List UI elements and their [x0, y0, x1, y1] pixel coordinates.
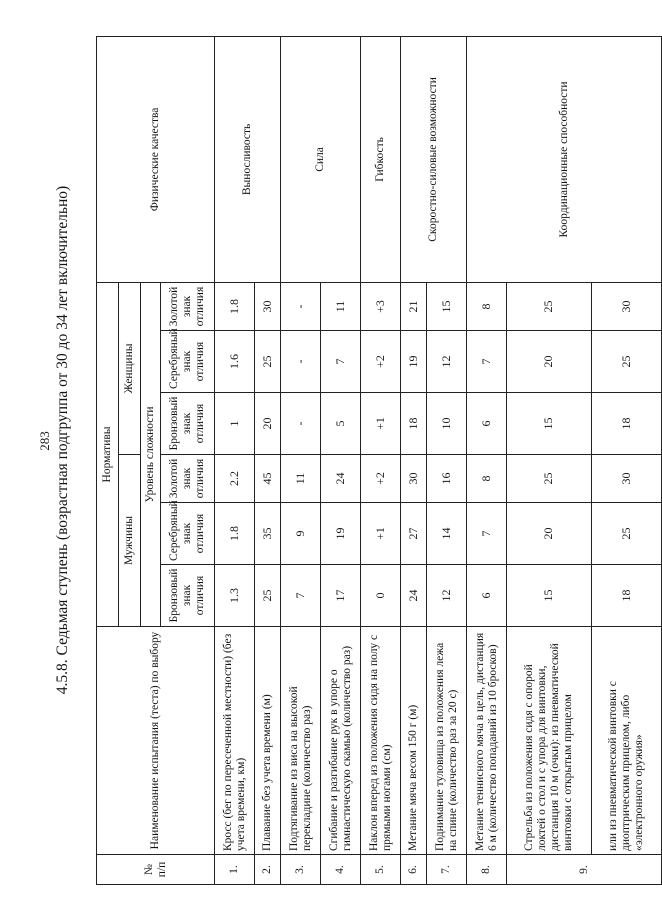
- row-num: 5.: [361, 855, 401, 885]
- norm-value: +3: [361, 282, 401, 330]
- header-num: № п/п: [97, 855, 215, 885]
- header-qualities: Физические качества: [97, 36, 215, 282]
- row-num: 3.: [281, 855, 321, 885]
- norm-value: 18: [592, 565, 662, 627]
- norm-value: 35: [255, 503, 281, 565]
- norm-value: 25: [255, 331, 281, 393]
- row-num: 8.: [467, 855, 507, 885]
- norm-value: 20: [507, 331, 592, 393]
- norm-value: 1.6: [215, 331, 255, 393]
- test-name: Наклон вперед из положения сидя на полу с прямыми ногами (см): [361, 627, 401, 855]
- norm-value: 45: [255, 455, 281, 503]
- section-heading: 4.5.8. Седьмая ступень (возрастная подгруппа от 30 до 34 лет включительно): [54, 185, 71, 695]
- table-row: [281, 36, 321, 884]
- norm-value: 20: [255, 393, 281, 455]
- row-num: 1.: [215, 855, 255, 885]
- row-num: 6.: [401, 855, 427, 885]
- header-women-gold: Золотой знак отличия: [161, 282, 215, 330]
- row-num: 9.: [507, 855, 662, 885]
- table-row: [467, 36, 507, 884]
- header-norms: Нормативы: [97, 282, 119, 626]
- norm-value: 17: [321, 565, 361, 627]
- header-women-bronze: Бронзовый знак отличия: [161, 393, 215, 455]
- norm-value: -: [281, 331, 321, 393]
- norm-value: +1: [361, 393, 401, 455]
- test-name: или из пневматической винтовки с диоптрическим прицелом, либо «электронного оружия»: [592, 627, 662, 855]
- norm-value: 1.8: [215, 503, 255, 565]
- norm-value: 18: [401, 393, 427, 455]
- norm-value: 18: [592, 393, 662, 455]
- norm-value: 5: [321, 393, 361, 455]
- test-name: Плавание без учета времени (м): [255, 627, 281, 855]
- norm-value: 25: [592, 331, 662, 393]
- norms-table-container: [96, 37, 645, 885]
- norm-value: 8: [467, 282, 507, 330]
- test-name: Поднимание туловища из положения лежа на спине (количество раз за 20 с): [427, 627, 467, 855]
- norm-value: 30: [592, 282, 662, 330]
- norm-value: 30: [255, 282, 281, 330]
- norm-value: +1: [361, 503, 401, 565]
- norm-value: 7: [467, 503, 507, 565]
- norm-value: 15: [427, 282, 467, 330]
- norm-value: 19: [401, 331, 427, 393]
- norm-value: 15: [507, 565, 592, 627]
- norm-value: 7: [321, 331, 361, 393]
- test-name: Подтягивание из виса на высокой перекладине (количество раз): [281, 627, 321, 855]
- norm-value: 24: [401, 565, 427, 627]
- norm-value: 20: [507, 503, 592, 565]
- norm-value: 0: [361, 565, 401, 627]
- test-name: Кросс (бег по пересеченной местности) (без учета времени, км): [215, 627, 255, 855]
- norm-value: 16: [427, 455, 467, 503]
- norm-value: 6: [467, 393, 507, 455]
- header-women: Женщины: [119, 282, 141, 454]
- norm-value: 12: [427, 331, 467, 393]
- norm-value: 12: [427, 565, 467, 627]
- row-num: 4.: [321, 855, 361, 885]
- header-men-gold: Золотой знак отличия: [161, 455, 215, 503]
- test-name: Стрельба из положения сидя с опорой локтей о стол и с упора для винтовки, дистанция 10 м (очки): из пневматической винтовки с открытым прицелом: [507, 627, 592, 855]
- norms-table: [96, 36, 662, 885]
- header-test-name: Наименование испытания (теста) по выбору: [97, 627, 215, 855]
- norm-value: 10: [427, 393, 467, 455]
- header-men-silver: Серебряный знак отличия: [161, 503, 215, 565]
- norm-value: 9: [281, 503, 321, 565]
- page-number: 283: [37, 431, 52, 451]
- quality-endurance: Выносливость: [215, 36, 281, 282]
- norm-value: 19: [321, 503, 361, 565]
- quality-speed-strength: Скоростно-силовые возможности: [401, 36, 467, 282]
- test-name: Сгибание и разгибание рук в упоре о гимнастическую скамью (количество раз): [321, 627, 361, 855]
- norm-value: 7: [281, 565, 321, 627]
- norm-value: 21: [401, 282, 427, 330]
- test-name: Метание теннисного мяча в цель, дистанция 6 м (количество попаданий из 10 бросков): [467, 627, 507, 855]
- norm-value: -: [281, 393, 321, 455]
- norm-value: +2: [361, 455, 401, 503]
- header-men: Мужчины: [119, 455, 141, 627]
- norm-value: 14: [427, 503, 467, 565]
- quality-strength: Сила: [281, 36, 361, 282]
- table-row: [215, 36, 255, 884]
- norm-value: 11: [281, 455, 321, 503]
- norm-value: 25: [255, 565, 281, 627]
- norm-value: 24: [321, 455, 361, 503]
- norm-value: 6: [467, 565, 507, 627]
- quality-flexibility: Гибкость: [361, 36, 401, 282]
- row-num: 7.: [427, 855, 467, 885]
- norm-value: -: [281, 282, 321, 330]
- norm-value: 30: [401, 455, 427, 503]
- quality-coordination: Координационные способности: [467, 36, 662, 282]
- norm-value: 11: [321, 282, 361, 330]
- norm-value: 7: [467, 331, 507, 393]
- norm-value: 1: [215, 393, 255, 455]
- norm-value: 2.2: [215, 455, 255, 503]
- norm-value: 27: [401, 503, 427, 565]
- norm-value: 30: [592, 455, 662, 503]
- norm-value: +2: [361, 331, 401, 393]
- norm-value: 25: [592, 503, 662, 565]
- norm-value: 1.3: [215, 565, 255, 627]
- norm-value: 25: [507, 282, 592, 330]
- norm-value: 15: [507, 393, 592, 455]
- row-num: 2.: [255, 855, 281, 885]
- header-level: Уровень сложности: [141, 282, 161, 626]
- test-name: Метание мяча весом 150 г (м): [401, 627, 427, 855]
- header-men-bronze: Бронзовый знак отличия: [161, 565, 215, 627]
- table-row: [361, 36, 401, 884]
- header-women-silver: Серебряный знак отличия: [161, 331, 215, 393]
- norm-value: 1.8: [215, 282, 255, 330]
- table-row: [401, 36, 427, 884]
- norm-value: 8: [467, 455, 507, 503]
- norm-value: 25: [507, 455, 592, 503]
